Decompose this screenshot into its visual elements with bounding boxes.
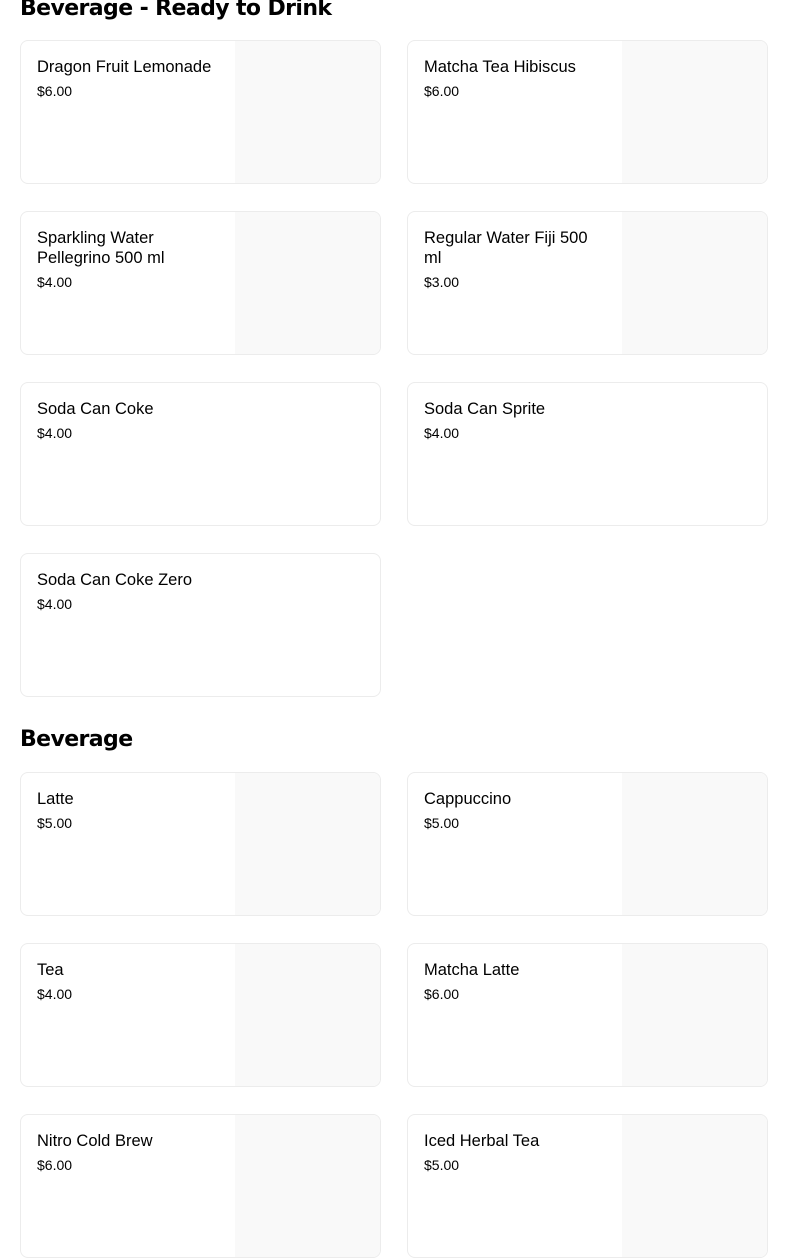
menu-item-info: [424, 960, 609, 1003]
menu-item-info: [424, 789, 609, 832]
menu-item-info: [37, 399, 357, 442]
menu-item-image: [235, 41, 380, 183]
menu-item-card[interactable]: [20, 211, 381, 355]
menu-item-info: [37, 789, 222, 832]
menu-item-card[interactable]: [20, 382, 381, 526]
menu-item-info: [424, 57, 609, 100]
menu-item-image: [235, 212, 380, 354]
menu-item-card[interactable]: [407, 1114, 768, 1258]
menu-item-card[interactable]: [20, 772, 381, 916]
menu-item-image: [622, 41, 767, 183]
menu-item-info: [37, 228, 222, 291]
menu-item-info: [424, 228, 609, 291]
menu-item-name: Soda Can Coke: [37, 400, 154, 418]
menu-item-name: Iced Herbal Tea: [424, 1132, 540, 1150]
menu-item-card[interactable]: [407, 211, 768, 355]
menu-item-image: [622, 773, 767, 915]
menu-item-price: $6.00: [37, 1157, 73, 1173]
menu-item-info: [37, 960, 222, 1003]
menu-item-name: Matcha Latte: [424, 961, 520, 979]
menu-item-name: Soda Can Sprite: [424, 400, 546, 418]
menu-item-name: Matcha Tea Hibiscus: [424, 58, 576, 76]
menu-item-card[interactable]: [20, 553, 381, 697]
menu-item-price: $4.00: [37, 986, 73, 1002]
section-title-ready-to-drink: Beverage - Ready to Drink: [20, 0, 332, 21]
menu-item-image: [622, 212, 767, 354]
menu-item-price: $5.00: [424, 815, 460, 831]
menu-item-name: Latte: [37, 790, 74, 808]
section-title-beverage: Beverage: [20, 727, 133, 752]
menu-item-name: Cappuccino: [424, 790, 512, 808]
menu-item-price: $3.00: [424, 274, 460, 290]
menu-item-price: $5.00: [37, 815, 73, 831]
menu-item-price: $5.00: [424, 1157, 460, 1173]
menu-item-card[interactable]: [20, 1114, 381, 1258]
menu-item-price: $6.00: [424, 986, 460, 1002]
menu-item-image: [622, 1115, 767, 1257]
menu-item-info: [37, 1131, 222, 1174]
menu-item-info: [37, 570, 357, 613]
menu-item-name: Tea: [37, 961, 64, 979]
menu-item-info: [37, 57, 222, 100]
menu-item-price: $4.00: [424, 425, 460, 441]
menu-item-name: Soda Can Coke Zero: [37, 571, 193, 589]
menu-item-info: [424, 1131, 609, 1174]
menu-item-card[interactable]: [407, 40, 768, 184]
menu-item-price: $4.00: [37, 596, 73, 612]
menu-item-price: $4.00: [37, 425, 73, 441]
menu-item-price: $6.00: [424, 83, 460, 99]
menu-item-name: Regular Water Fiji 500 ml: [424, 229, 588, 267]
menu-item-name: Nitro Cold Brew: [37, 1132, 153, 1150]
menu-item-image: [235, 944, 380, 1086]
menu-item-card[interactable]: [20, 40, 381, 184]
menu-item-card[interactable]: [407, 943, 768, 1087]
menu-item-image: [235, 773, 380, 915]
menu-item-price: $4.00: [37, 274, 73, 290]
menu-item-image: [622, 944, 767, 1086]
menu-item-name: Dragon Fruit Lemonade: [37, 58, 212, 76]
menu-item-image: [235, 1115, 380, 1257]
menu-item-price: $6.00: [37, 83, 73, 99]
menu-item-card[interactable]: [20, 943, 381, 1087]
menu-item-card[interactable]: [407, 382, 768, 526]
menu-item-card[interactable]: [407, 772, 768, 916]
menu-item-info: [424, 399, 744, 442]
menu-item-name: Sparkling Water Pellegrino 500 ml: [37, 229, 165, 267]
